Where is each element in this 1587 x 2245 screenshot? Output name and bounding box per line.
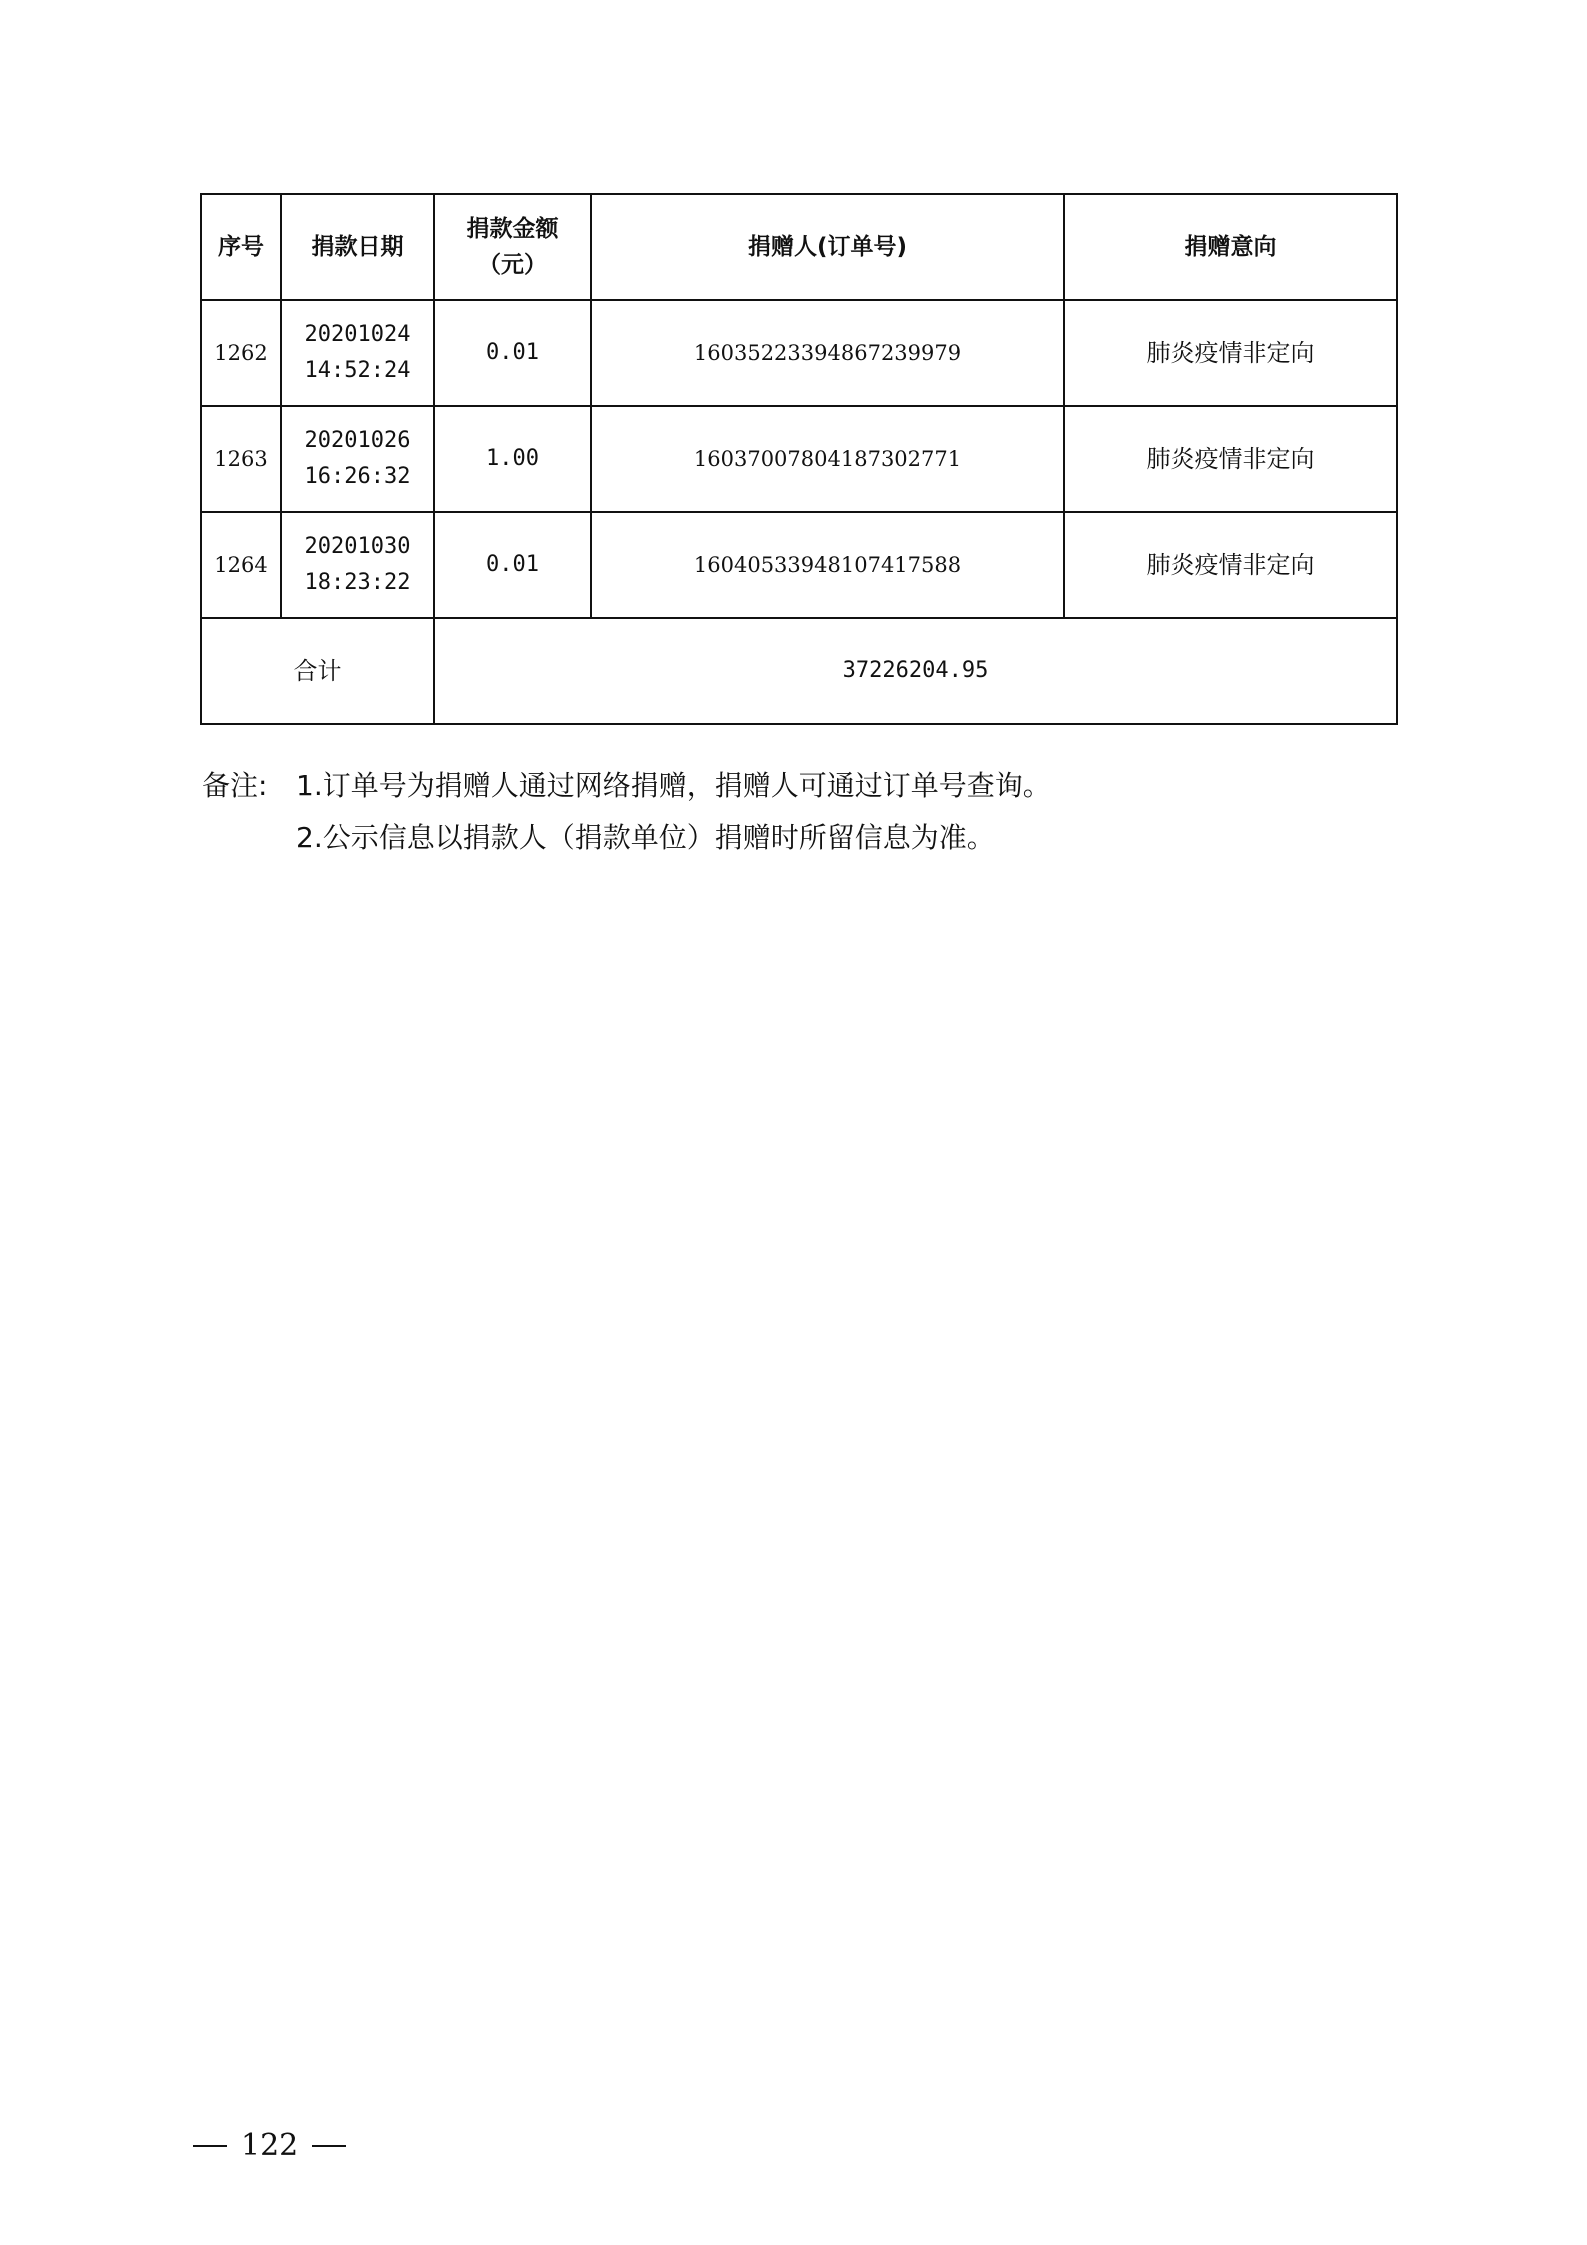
footer-dash-right — [312, 2145, 346, 2147]
cell-amount: 0.01 — [434, 512, 591, 618]
header-donor: 捐赠人(订单号) — [591, 194, 1064, 300]
cell-order: 16037007804187302771 — [591, 406, 1064, 512]
note-row-2 — [202, 812, 1051, 864]
header-amount-line1: 捐款金额 — [466, 216, 559, 242]
cell-intent: 肺炎疫情非定向 — [1064, 406, 1397, 512]
cell-seq: 1263 — [201, 406, 281, 512]
cell-seq: 1264 — [201, 512, 281, 618]
cell-date-day: 20201024 — [304, 322, 411, 347]
table-row — [201, 512, 1397, 618]
total-label: 合计 — [201, 618, 434, 724]
footer-dash-left — [193, 2145, 227, 2147]
total-row — [201, 618, 1397, 724]
cell-amount: 1.00 — [434, 406, 591, 512]
cell-date-time: 14:52:24 — [304, 358, 411, 383]
note-row-1 — [202, 760, 1051, 812]
cell-date — [281, 512, 434, 618]
notes-label: 备注: — [202, 769, 268, 802]
header-date: 捐款日期 — [281, 194, 434, 300]
header-seq: 序号 — [201, 194, 281, 300]
cell-amount: 0.01 — [434, 300, 591, 406]
table-header-row — [201, 194, 1397, 300]
cell-date-day: 20201030 — [304, 534, 411, 559]
note-item: 1.订单号为捐赠人通过网络捐赠，捐赠人可通过订单号查询。 — [296, 769, 1051, 802]
cell-intent: 肺炎疫情非定向 — [1064, 512, 1397, 618]
table-row — [201, 406, 1397, 512]
header-intent: 捐赠意向 — [1064, 194, 1397, 300]
cell-order: 16040533948107417588 — [591, 512, 1064, 618]
cell-order: 16035223394867239979 — [591, 300, 1064, 406]
total-value: 37226204.95 — [434, 618, 1397, 724]
donation-table — [200, 193, 1398, 725]
header-amount-line2: （元） — [478, 252, 547, 278]
page-footer — [193, 2126, 346, 2166]
cell-date — [281, 300, 434, 406]
cell-date-day: 20201026 — [304, 428, 411, 453]
cell-date — [281, 406, 434, 512]
cell-date-time: 16:26:32 — [304, 464, 411, 489]
note-item: 2.公示信息以捐款人（捐款单位）捐赠时所留信息为准。 — [296, 821, 995, 854]
header-amount — [434, 194, 591, 300]
cell-seq: 1262 — [201, 300, 281, 406]
notes — [202, 760, 1051, 864]
cell-date-time: 18:23:22 — [304, 570, 411, 595]
cell-intent: 肺炎疫情非定向 — [1064, 300, 1397, 406]
table-row — [201, 300, 1397, 406]
page-number: 122 — [241, 2128, 299, 2163]
